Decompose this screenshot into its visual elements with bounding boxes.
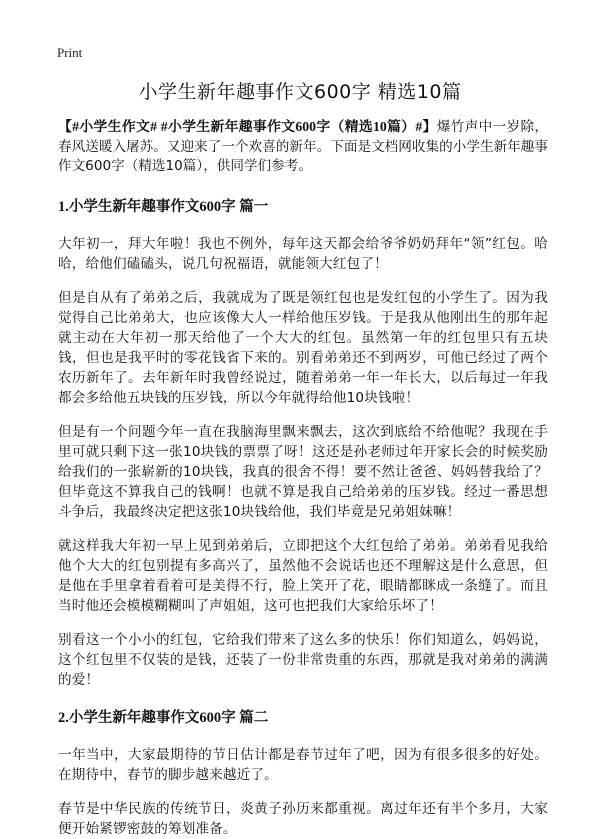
intro-paragraph — [58, 117, 548, 177]
paragraph: 但是自从有了弟弟之后，我就成为了既是领红包也是发红包的小学生了。因为我觉得自己比弟弟大，也应该像大人一样给他压岁钱。于是我从他刚出生的那年起就主动在大年初一那天给他了一个大大的红包。虽然第一年的红包里只有五块钱，但也是我平时的零花钱省下来的。别看弟弟还不到两岁，可他已经过了两个农历新年了。去年新年时我曾经说过，随着弟弟一年一年长大，以后每过一年我都会多给他五块钱的压岁钱，所以今年就得给他10块钱啦！ — [58, 289, 548, 406]
paragraph: 大年初一，拜大年啦！我也不例外，每年这天都会给爷爷奶奶拜年“领”红包。哈哈，给他们磕磕头，说几句祝福语，就能领大红包了！ — [58, 235, 548, 272]
section-heading-1: 1.小学生新年趣事作文600字 篇一 — [58, 198, 269, 215]
paragraph: 但是有一个问题今年一直在我脑海里飘来飘去，这次到底给不给他呢？我现在手里可就只剩下这一张10块钱的票票了呀！这还是孙老师过年开家长会的时候奖励给我们的一张崭新的10块钱，我真的很舍不得！要不然让爸爸、妈妈替我给了？但毕竟这不算我自己的钱啊！也就不算是我自己给弟弟的压岁钱。经过一番思想斗争后，我最终决定把这张10块钱给他，我们毕竟是兄弟姐妹嘛！ — [58, 423, 548, 520]
intro-lead: 【#小学生作文# #小学生新年趣事作文600字（精选10篇）#】 — [58, 119, 437, 134]
page-title: 小学生新年趣事作文600字 精选10篇 — [138, 81, 462, 103]
paragraph: 就这样我大年初一早上见到弟弟后，立即把这个大红包给了弟弟。弟弟看见我给他个大大的红包别提有多高兴了，虽然他不会说话也还不理解这是什么意思，但是他在手里拿着看着可是美得不行，脸上笑开了花，眼睛都眯成一条缝了。而且当时他还会模模糊糊叫了声姐姐，这可也把我们大家给乐坏了！ — [58, 537, 548, 614]
paragraph: 一年当中，大家最期待的节日估计都是春节过年了吧，因为有很多很多的好处。在期待中，春节的脚步越来越近了。 — [58, 746, 548, 783]
paragraph: 春节是中华民族的传统节日，炎黄子孙历来都重视。离过年还有半个多月，大家便开始紧锣密鼓的筹划准备。 — [58, 800, 548, 837]
print-link[interactable]: Print — [57, 45, 83, 60]
section-heading-2: 2.小学生新年趣事作文600字 篇二 — [58, 709, 269, 726]
intro-text: 爆竹声中一岁除，春风送暖入屠苏。又迎来了一个欢喜的新年。下面是文档网收集的小学生新年趣事作文600字（精选10篇），供同学们参考。 — [58, 119, 548, 174]
article-body — [58, 117, 548, 839]
paragraph: 别看这一个小小的红包，它给我们带来了这么多的快乐！你们知道么，妈妈说，这个红包里不仅装的是钱，还装了一份非常贵重的东西，那就是我对弟弟的满满的爱！ — [58, 631, 548, 688]
